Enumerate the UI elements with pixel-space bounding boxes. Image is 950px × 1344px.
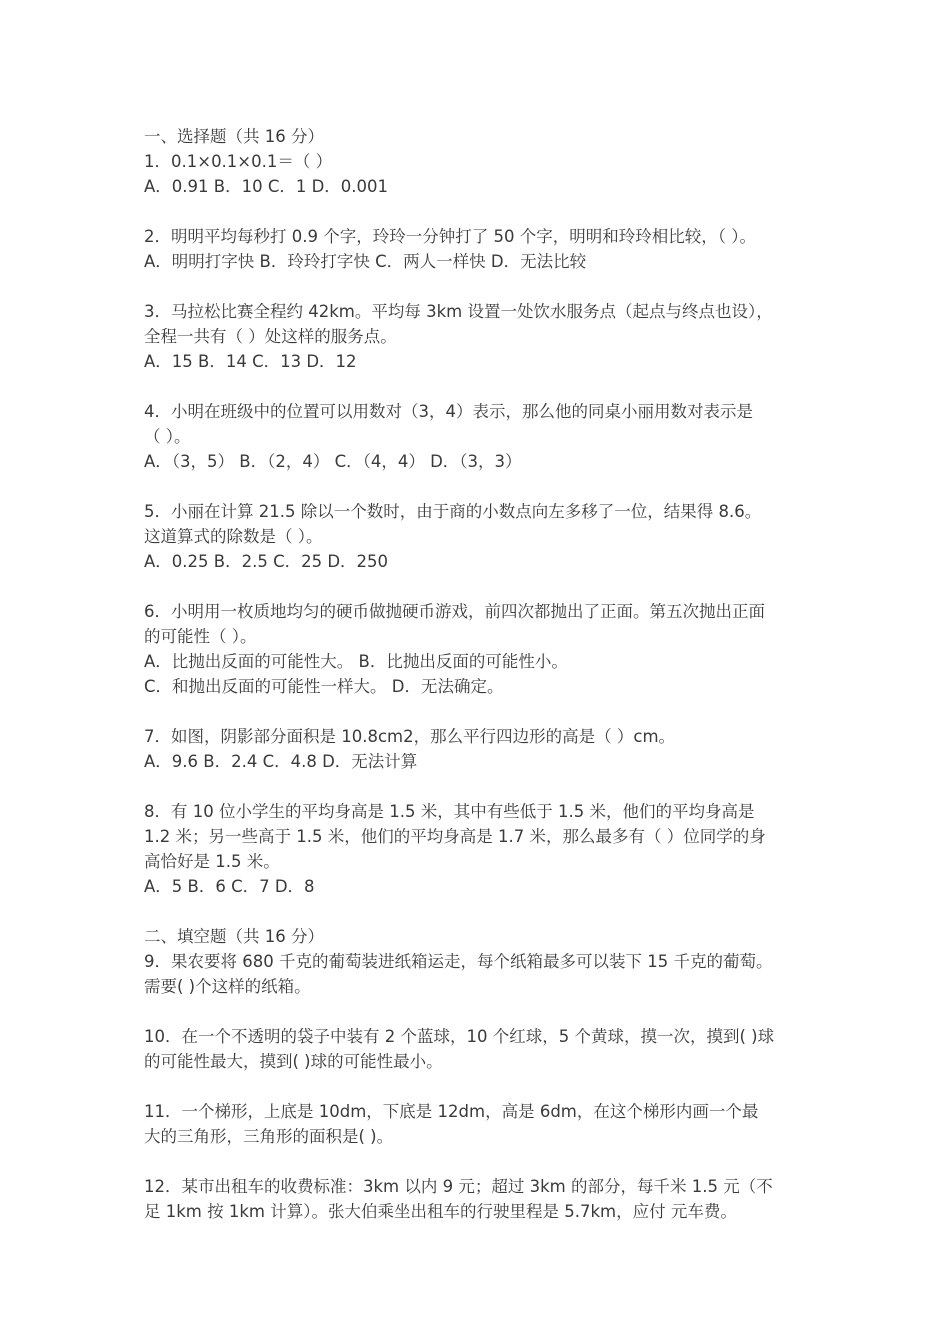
spacer — [144, 274, 822, 299]
question-4-text-line-2: （ ）。 — [144, 427, 191, 446]
question-8-text-line-3: 高恰好是 1.5 米。 — [144, 852, 280, 871]
question-10-text-line-2: 的可能性最大，摸到( )球的可能性最小。 — [144, 1052, 443, 1071]
question-5-text-line-1: 5．小丽在计算 21.5 除以一个数时，由于商的小数点向左多移了一位，结果得 8.6。 — [144, 502, 762, 521]
question-3-text-line-1: 3．马拉松比赛全程约 42km。平均每 3km 设置一处饮水服务点（起点与终点也设）， — [144, 302, 773, 321]
question-5-text-line-2: 这道算式的除数是（ ）。 — [144, 527, 323, 546]
question-10-text-line-1: 10．在一个不透明的袋子中装有 2 个蓝球，10 个红球，5 个黄球，摸一次，摸到( )球 — [144, 1027, 775, 1046]
question-1-text: 1．0.1×0.1×0.1＝（ ） — [144, 152, 333, 171]
question-2-options: A．明明打字快 B．玲玲打字快 C．两人一样快 D．无法比较 — [144, 252, 587, 271]
question-6-text-line-1: 6．小明用一枚质地均匀的硬币做抛硬币游戏，前四次都抛出了正面。第五次抛出正面 — [144, 602, 765, 621]
question-8-text-line-2: 1.2 米；另一些高于 1.5 米，他们的平均身高是 1.7 米，那么最多有（ ）位同学的身 — [144, 827, 766, 846]
question-8-text-line-1: 8．有 10 位小学生的平均身高是 1.5 米，其中有些低于 1.5 米，他们的平均身高是 — [144, 802, 755, 821]
spacer — [144, 1149, 822, 1174]
question-4-options: A．（3，5） B．（2，4） C．（4，4） D．（3，3） — [144, 452, 522, 471]
question-7-options: A．9.6 B．2.4 C．4.8 D．无法计算 — [144, 752, 418, 771]
question-11-text-line-2: 大的三角形，三角形的面积是( )。 — [144, 1127, 394, 1146]
spacer — [144, 699, 822, 724]
spacer — [144, 899, 822, 924]
question-9-text-line-1: 9．果农要将 680 千克的葡萄装进纸箱运走，每个纸箱最多可以装下 15 千克的葡萄。 — [144, 952, 773, 971]
question-12-text-line-1: 12．某市出租车的收费标准：3km 以内 9 元；超过 3km 的部分，每千米 1.5 元（不 — [144, 1177, 773, 1196]
spacer — [144, 474, 822, 499]
question-9-text-line-2: 需要( )个这样的纸箱。 — [144, 977, 311, 996]
question-3-text-line-2: 全程一共有（ ）处这样的服务点。 — [144, 327, 397, 346]
question-3-options: A．15 B．14 C．13 D．12 — [144, 352, 357, 371]
question-11-text-line-1: 11．一个梯形，上底是 10dm，下底是 12dm，高是 6dm，在这个梯形内画一个最 — [144, 1102, 759, 1121]
question-7-text: 7．如图，阴影部分面积是 10.8cm2，那么平行四边形的高是（ ）cm。 — [144, 727, 676, 746]
question-6-text-line-2: 的可能性（ ）。 — [144, 627, 257, 646]
question-8-options: A．5 B．6 C．7 D．8 — [144, 877, 315, 896]
spacer — [144, 574, 822, 599]
question-1-options: A．0.91 B．10 C．1 D．0.001 — [144, 177, 389, 196]
spacer — [144, 374, 822, 399]
question-12-text-line-2: 足 1km 按 1km 计算）。张大伯乘坐出租车的行驶里程是 5.7km，应付 元车费。 — [144, 1202, 737, 1221]
question-4-text-line-1: 4．小明在班级中的位置可以用数对（3，4）表示，那么他的同桌小丽用数对表示是 — [144, 402, 753, 421]
question-6-options-line-2: C．和抛出反面的可能性一样大。 D．无法确定。 — [144, 677, 504, 696]
spacer — [144, 774, 822, 799]
section-heading-fill-in: 二、填空题（共 16 分） — [144, 927, 324, 946]
spacer — [144, 999, 822, 1024]
spacer — [144, 1074, 822, 1099]
section-heading-choice: 一、选择题（共 16 分） — [144, 127, 324, 146]
question-6-options-line-1: A．比抛出反面的可能性大。 B．比抛出反面的可能性小。 — [144, 652, 568, 671]
spacer — [144, 199, 822, 224]
question-5-options: A．0.25 B．2.5 C．25 D．250 — [144, 552, 389, 571]
question-2-text: 2．明明平均每秒打 0.9 个字，玲玲一分钟打了 50 个字，明明和玲玲相比较，（ ）。 — [144, 227, 756, 246]
